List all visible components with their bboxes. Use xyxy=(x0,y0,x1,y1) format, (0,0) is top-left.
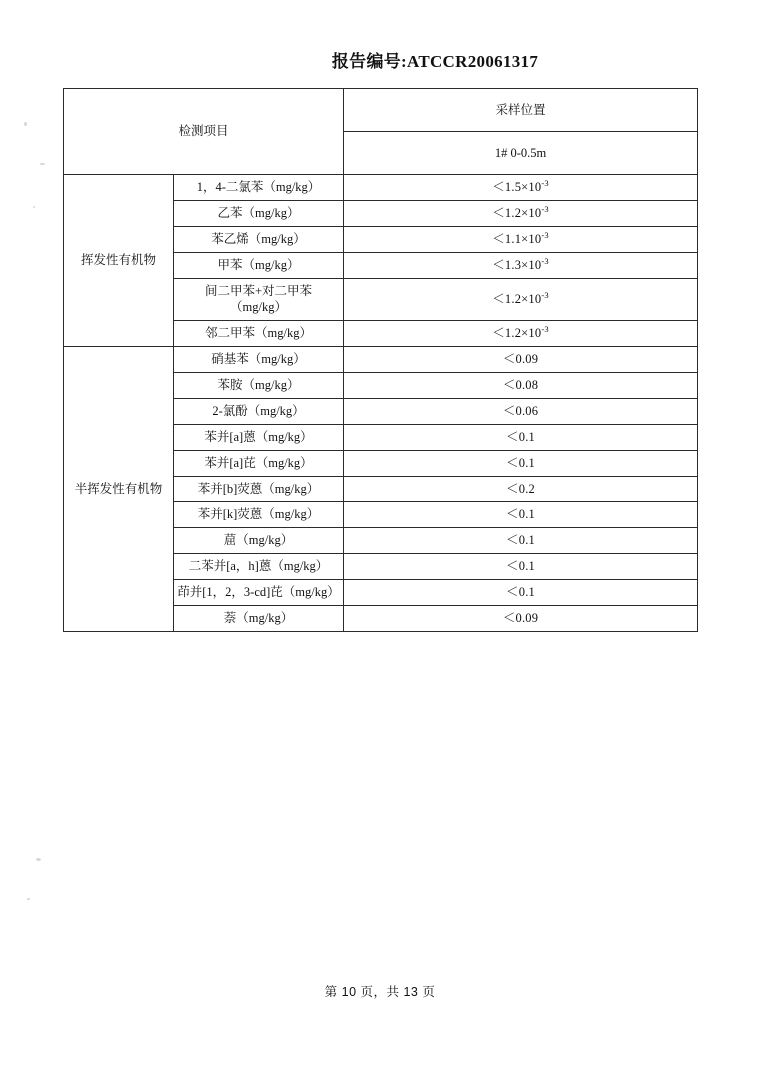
row-value: ＜0.08 xyxy=(344,373,698,399)
header-item: 检测项目 xyxy=(64,89,344,175)
scan-speckle xyxy=(24,122,27,126)
page-footer: 第 10 页，共 13 页 xyxy=(324,985,436,999)
row-item-name: 萘（mg/kg） xyxy=(174,605,344,631)
row-item-name: 苯并[a]蒽（mg/kg） xyxy=(174,424,344,450)
value-exponent: -3 xyxy=(541,289,549,300)
row-value: ＜0.06 xyxy=(344,398,698,424)
table-row xyxy=(64,347,698,373)
row-value: $<1.2\times 10^{-3}$ xyxy=(344,321,698,347)
row-item-name: 间二甲苯+对二甲苯 （mg/kg） xyxy=(174,278,344,321)
row-item-name: 苯并[k]荧蒽（mg/kg） xyxy=(174,502,344,528)
row-item-name: 䓛（mg/kg） xyxy=(174,528,344,554)
value-exponent: -3 xyxy=(541,229,549,240)
scan-speckle xyxy=(33,206,35,208)
row-value: ＜0.1 xyxy=(344,554,698,580)
header-position: 采样位置 xyxy=(344,89,698,132)
value-exponent: -3 xyxy=(541,255,549,266)
row-item-name: 乙苯（mg/kg） xyxy=(174,200,344,226)
row-item-name: 二苯并[a，h]蒽（mg/kg） xyxy=(174,554,344,580)
value-exponent: -3 xyxy=(541,324,549,335)
header-position-sub: 1# 0-0.5m xyxy=(344,132,698,175)
row-value: $<1.2\times 10^{-3}$ xyxy=(344,278,698,321)
row-item-name: 1，4-二氯苯（mg/kg） xyxy=(174,175,344,201)
report-number-value: ATCCR20061317 xyxy=(407,52,539,71)
row-value: ＜0.1 xyxy=(344,580,698,606)
row-item-name: 茚并[1，2，3-cd]芘（mg/kg） xyxy=(174,580,344,606)
row-item-name: 苯乙烯（mg/kg） xyxy=(174,226,344,252)
row-value: ＜0.2 xyxy=(344,476,698,502)
row-item-name: 苯并[a]芘（mg/kg） xyxy=(174,450,344,476)
table-row xyxy=(64,175,698,201)
row-value: $<1.5\times 10^{-3}$ xyxy=(344,175,698,201)
row-item-name: 2-氯酚（mg/kg） xyxy=(174,398,344,424)
value-exponent: -3 xyxy=(541,203,549,214)
report-number xyxy=(0,47,760,72)
row-group-label: 挥发性有机物 xyxy=(64,175,174,347)
table-header-row xyxy=(64,89,698,132)
row-value: $<1.2\times 10^{-3}$ xyxy=(344,200,698,226)
row-value: ＜0.1 xyxy=(344,424,698,450)
scan-speckle xyxy=(27,898,30,900)
row-value: ＜0.09 xyxy=(344,605,698,631)
row-value: ＜0.09 xyxy=(344,347,698,373)
value-exponent: -3 xyxy=(541,177,549,188)
row-value: $<1.1\times 10^{-3}$ xyxy=(344,226,698,252)
row-item-name: 邻二甲苯（mg/kg） xyxy=(174,321,344,347)
scan-speckle xyxy=(40,163,45,165)
row-value: ＜0.1 xyxy=(344,450,698,476)
row-value: ＜0.1 xyxy=(344,528,698,554)
row-item-name: 甲苯（mg/kg） xyxy=(174,252,344,278)
row-item-name: 苯并[b]荧蒽（mg/kg） xyxy=(174,476,344,502)
row-value: ＜0.1 xyxy=(344,502,698,528)
scan-speckle xyxy=(36,858,41,861)
report-number-label: 报告编号: xyxy=(331,52,408,71)
row-group-label: 半挥发性有机物 xyxy=(64,347,174,632)
row-item-name: 苯胺（mg/kg） xyxy=(174,373,344,399)
row-value: $<1.3\times 10^{-3}$ xyxy=(344,252,698,278)
results-table xyxy=(63,88,698,632)
row-item-name: 硝基苯（mg/kg） xyxy=(174,347,344,373)
